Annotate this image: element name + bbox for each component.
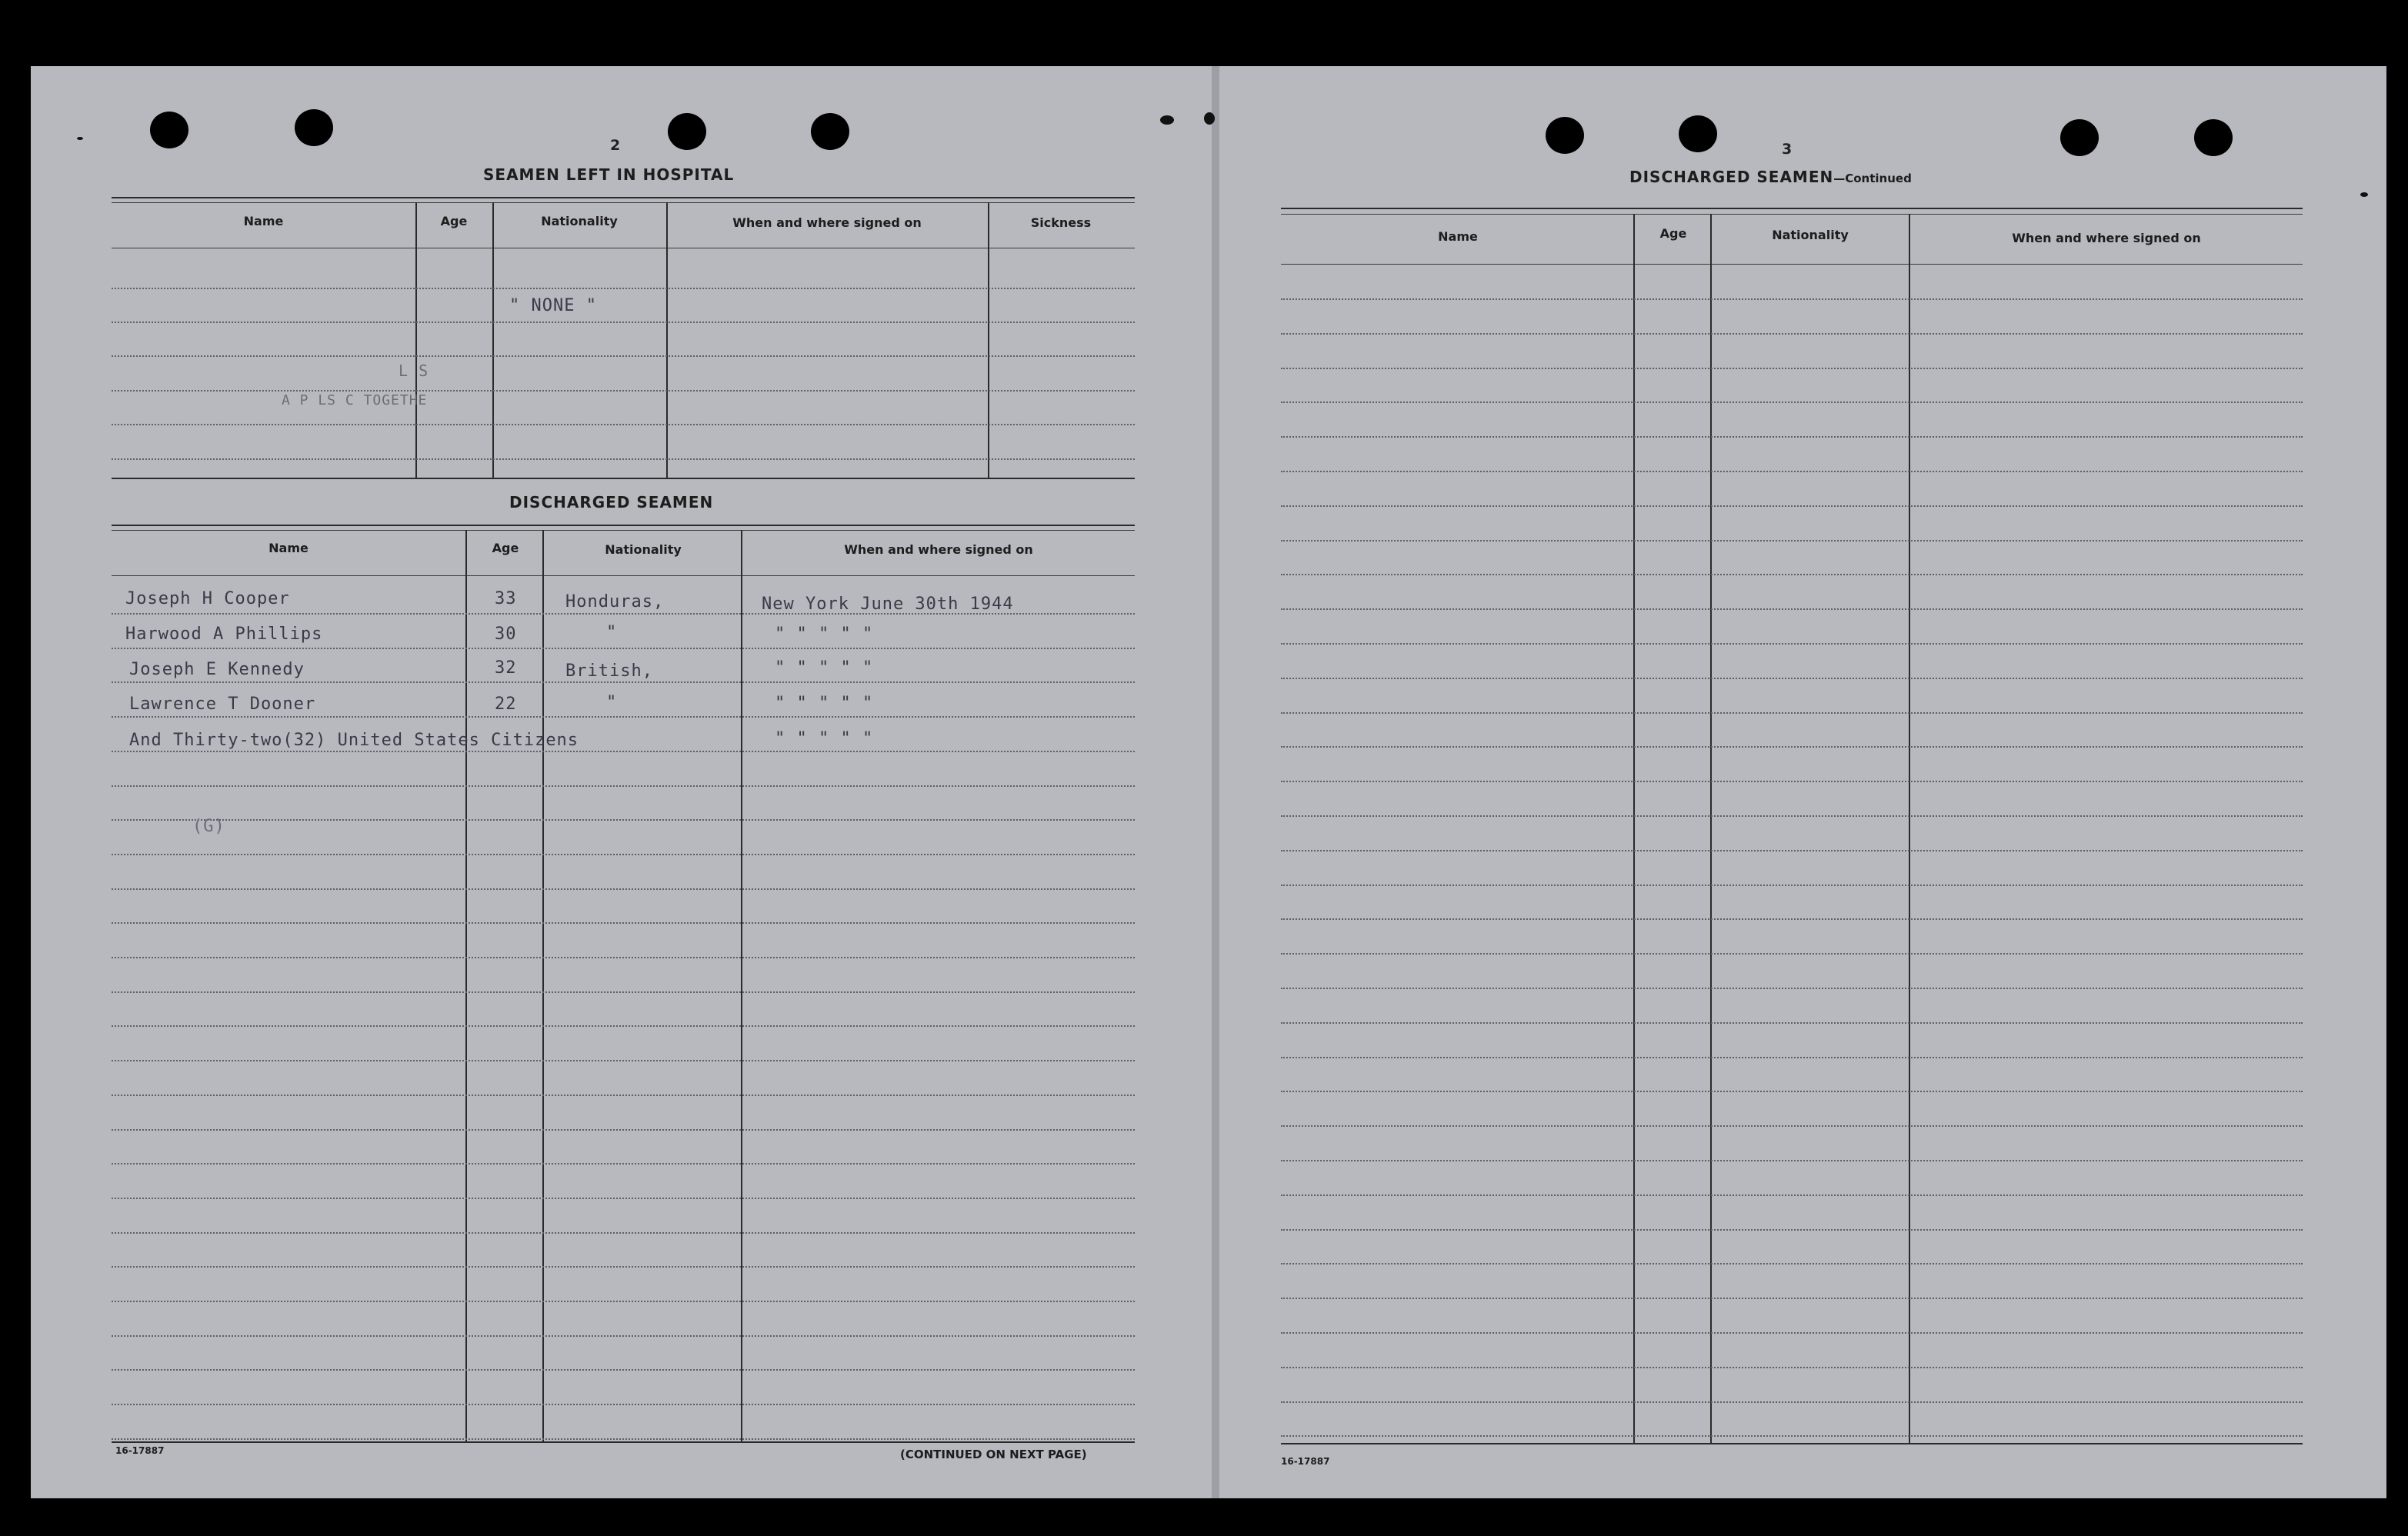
col-header-signed-on: When and where signed on bbox=[732, 215, 922, 230]
seaman-age: 33 bbox=[495, 589, 517, 608]
row-rule bbox=[1281, 505, 2303, 508]
row-rule bbox=[1281, 333, 2303, 335]
row-rule bbox=[112, 1266, 1135, 1268]
row-rule bbox=[112, 785, 1135, 788]
punch-hole bbox=[668, 113, 706, 150]
seaman-name: Lawrence T Dooner bbox=[129, 695, 316, 714]
seaman-nationality: " bbox=[606, 693, 618, 712]
column-divider bbox=[1710, 214, 1712, 1444]
row-rule bbox=[1281, 1298, 2303, 1300]
column-divider bbox=[465, 530, 467, 1443]
seaman-signed-on: " " " " " bbox=[775, 625, 874, 644]
row-rule bbox=[112, 716, 1135, 718]
table-border bbox=[112, 1441, 1135, 1443]
column-divider bbox=[492, 202, 494, 478]
row-rule bbox=[1281, 540, 2303, 542]
col-header-age: Age bbox=[1659, 226, 1687, 241]
row-rule bbox=[112, 1060, 1135, 1062]
continued-note: (CONTINUED ON NEXT PAGE) bbox=[900, 1448, 1087, 1461]
seaman-age: 32 bbox=[495, 658, 517, 678]
row-rule bbox=[112, 751, 1135, 753]
column-divider bbox=[988, 202, 989, 478]
col-header-nationality: Nationality bbox=[1772, 228, 1849, 242]
row-rule bbox=[1281, 401, 2303, 404]
row-rule bbox=[112, 922, 1135, 925]
row-rule bbox=[1281, 678, 2303, 680]
row-rule bbox=[1281, 1332, 2303, 1334]
row-rule bbox=[1281, 712, 2303, 715]
row-rule bbox=[1281, 436, 2303, 438]
form-code: 16-17887 bbox=[115, 1445, 165, 1456]
discharged-section-title: DISCHARGED SEAMEN bbox=[509, 493, 714, 511]
faint-mark: (G) bbox=[192, 817, 225, 836]
page-number: 2 bbox=[610, 137, 621, 154]
punch-hole bbox=[150, 112, 188, 148]
row-rule bbox=[112, 288, 1135, 290]
row-rule bbox=[1281, 1194, 2303, 1197]
title-suffix: —Continued bbox=[1833, 172, 1912, 185]
row-rule bbox=[112, 819, 1135, 821]
col-header-age: Age bbox=[492, 541, 519, 555]
discharged-continued-title bbox=[1629, 168, 1912, 186]
punch-hole bbox=[295, 109, 333, 146]
punch-hole bbox=[2060, 119, 2099, 156]
row-rule bbox=[112, 888, 1135, 891]
row-rule bbox=[112, 681, 1135, 684]
column-divider bbox=[542, 530, 544, 1443]
title-main: DISCHARGED SEAMEN bbox=[1629, 168, 1834, 186]
col-header-name: Name bbox=[268, 541, 309, 555]
row-rule bbox=[1281, 1401, 2303, 1404]
row-rule bbox=[1281, 1057, 2303, 1059]
row-rule bbox=[112, 1095, 1135, 1097]
column-divider bbox=[415, 202, 417, 478]
header-divider bbox=[1281, 264, 2303, 265]
row-rule bbox=[112, 1301, 1135, 1303]
ink-speck bbox=[1204, 112, 1215, 125]
row-rule bbox=[112, 1163, 1135, 1165]
ink-speck bbox=[2360, 192, 2368, 197]
row-rule bbox=[1281, 988, 2303, 990]
punch-hole bbox=[2194, 119, 2233, 156]
row-rule bbox=[1281, 298, 2303, 301]
col-header-name: Name bbox=[1438, 229, 1478, 244]
row-rule bbox=[1281, 368, 2303, 370]
row-rule bbox=[112, 991, 1135, 994]
row-rule bbox=[112, 424, 1135, 426]
ink-speck bbox=[77, 137, 83, 140]
seaman-signed-on: " " " " " bbox=[775, 729, 874, 748]
row-rule bbox=[112, 458, 1135, 461]
row-rule bbox=[112, 648, 1135, 650]
punch-hole bbox=[1546, 117, 1584, 154]
row-rule bbox=[112, 957, 1135, 959]
row-rule bbox=[112, 854, 1135, 856]
row-rule bbox=[1281, 918, 2303, 921]
row-rule bbox=[1281, 574, 2303, 576]
page-number: 3 bbox=[1782, 141, 1793, 158]
table-border bbox=[112, 525, 1135, 526]
row-rule bbox=[1281, 1367, 2303, 1369]
row-rule bbox=[112, 1232, 1135, 1234]
seaman-signed-on: " " " " " bbox=[775, 658, 874, 678]
col-header-nationality: Nationality bbox=[605, 542, 682, 557]
col-header-sickness: Sickness bbox=[1030, 215, 1092, 230]
column-divider bbox=[666, 202, 668, 478]
punch-hole bbox=[811, 113, 849, 150]
table-border bbox=[112, 478, 1135, 479]
row-rule bbox=[112, 322, 1135, 324]
seaman-nationality: British, bbox=[565, 661, 653, 681]
row-rule bbox=[1281, 1125, 2303, 1128]
row-rule bbox=[1281, 471, 2303, 473]
row-rule bbox=[1281, 643, 2303, 645]
seaman-signed-on: New York June 30th 1944 bbox=[762, 595, 1014, 614]
col-header-signed-on: When and where signed on bbox=[2012, 231, 2201, 245]
row-rule bbox=[1281, 1022, 2303, 1025]
row-rule bbox=[112, 1335, 1135, 1338]
faint-stamp: A P LS C TOGETHE bbox=[282, 392, 428, 408]
column-divider bbox=[741, 530, 742, 1443]
col-header-name: Name bbox=[243, 214, 284, 228]
row-rule bbox=[1281, 1091, 2303, 1093]
seaman-name: Joseph H Cooper bbox=[125, 589, 290, 608]
row-rule bbox=[112, 1025, 1135, 1028]
table-border bbox=[1281, 208, 2303, 209]
col-header-age: Age bbox=[440, 214, 468, 228]
header-divider bbox=[112, 575, 1135, 576]
table-border bbox=[1281, 1443, 2303, 1444]
row-rule bbox=[1281, 1435, 2303, 1438]
row-rule bbox=[112, 390, 1135, 392]
ink-speck bbox=[1160, 115, 1174, 125]
hospital-entry: " NONE " bbox=[509, 296, 597, 315]
form-code: 16-17887 bbox=[1281, 1456, 1330, 1467]
row-rule bbox=[1281, 953, 2303, 955]
row-rule bbox=[1281, 815, 2303, 818]
seaman-name: Harwood A Phillips bbox=[125, 625, 323, 644]
row-rule bbox=[112, 1198, 1135, 1200]
punch-hole bbox=[1679, 115, 1717, 152]
seaman-nationality: " bbox=[606, 623, 618, 642]
col-header-signed-on: When and where signed on bbox=[844, 542, 1033, 557]
row-rule bbox=[1281, 1229, 2303, 1231]
row-rule bbox=[112, 1438, 1135, 1441]
row-rule bbox=[1281, 746, 2303, 748]
row-rule bbox=[1281, 781, 2303, 783]
row-rule bbox=[1281, 1263, 2303, 1265]
row-rule bbox=[1281, 885, 2303, 887]
seaman-signed-on: " " " " " bbox=[775, 694, 874, 713]
hospital-section-title: SEAMEN LEFT IN HOSPITAL bbox=[483, 165, 735, 184]
table-border bbox=[112, 530, 1135, 531]
row-rule bbox=[1281, 850, 2303, 852]
row-rule bbox=[112, 355, 1135, 358]
page-fold bbox=[1212, 66, 1219, 1498]
row-rule bbox=[112, 1404, 1135, 1406]
seaman-name: Joseph E Kennedy bbox=[129, 660, 305, 679]
seaman-age: 30 bbox=[495, 625, 517, 644]
faint-stamp: L S bbox=[399, 362, 429, 380]
table-border bbox=[1281, 214, 2303, 215]
seaman-age: 22 bbox=[495, 695, 517, 714]
row-rule bbox=[1281, 608, 2303, 611]
row-rule bbox=[1281, 1160, 2303, 1162]
table-border bbox=[112, 197, 1135, 198]
column-divider bbox=[1633, 214, 1635, 1444]
column-divider bbox=[1909, 214, 1910, 1444]
seaman-name: And Thirty-two(32) United States Citizens bbox=[129, 731, 579, 750]
seaman-nationality: Honduras, bbox=[565, 592, 665, 611]
table-border bbox=[112, 202, 1135, 203]
row-rule bbox=[112, 1369, 1135, 1371]
row-rule bbox=[112, 1129, 1135, 1131]
col-header-nationality: Nationality bbox=[541, 214, 618, 228]
